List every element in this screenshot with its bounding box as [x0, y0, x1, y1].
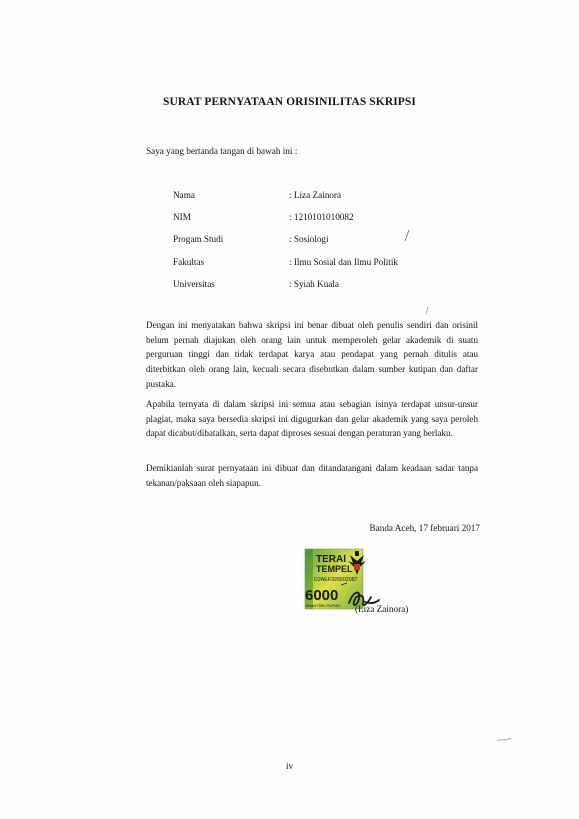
- identity-label: Nama: [173, 190, 195, 200]
- identity-row-faculty: [173, 257, 433, 279]
- scan-mark-icon: [495, 735, 513, 745]
- stamp-amount-text: ENAM RIBU RUPIAH: [306, 604, 341, 608]
- page-number: iv: [285, 761, 293, 771]
- revenue-stamp-icon: [301, 545, 381, 613]
- identity-row-name: [173, 190, 433, 212]
- identity-label: Fakultas: [173, 256, 205, 267]
- intro-text: Saya yang bertanda tangan di bawah ini :: [146, 146, 298, 156]
- stamp-line2: TEMPEL: [316, 564, 353, 574]
- identity-value: : Ilmu Sosial dan Ilmu Politik: [289, 256, 398, 267]
- document-title: SURAT PERNYATAAN ORISINILITAS SKRIPSI: [162, 96, 417, 108]
- signer-name: (Liza Zainora): [355, 604, 409, 614]
- identity-row-university: [173, 279, 433, 301]
- identity-label: NIM: [173, 212, 191, 223]
- identity-value: : Liza Zainora: [289, 190, 342, 200]
- plagiarism-paragraph: Apabila ternyata di dalam skripsi ini semua atau sebagian isinya terdapat unsur-unsur plagiat, maka saya bersedia skripsi ini digugurkan dan gelar akademik yang saya peroleh dapat dicabut/dibatalkan, serta dapat diproses sesuai dengan peraturan yang berlaku.: [146, 399, 478, 439]
- statement-paragraph: Dengan ini menyatakan bahwa skripsi ini benar dibuat oleh penulis sendiri dan orisinil belum pernah diajukan oleh orang lain untuk memperoleh gelar akademik di suatu perguruan tinggi dan tidak terdapat karya atau pendapat yang pernah ditulis atau diterbitkan oleh orang lain, kecuali secara disebutkan dalam sumber kutipan dan daftar pustaka.: [146, 320, 478, 389]
- identity-row-program: [173, 234, 433, 256]
- identity-value: : 1210101010082: [289, 212, 354, 223]
- place-date: Banda Aceh, 17 februari 2017: [369, 523, 480, 533]
- identity-table: [173, 190, 433, 301]
- closing-paragraph: Demikianlah surat pernyataan ini dibuat dan ditandatangani dalam keadaan sadar tanpa tekanan/paksaan oleh siapapun.: [146, 463, 478, 488]
- stamp-line1: TERAI: [316, 554, 346, 565]
- scan-mark-icon: [420, 305, 432, 317]
- identity-value: : Sosiologi: [289, 234, 329, 245]
- identity-value: : Syiah Kuala: [289, 278, 340, 289]
- stamp-amount: 6000: [305, 587, 339, 604]
- identity-row-nim: [173, 212, 433, 234]
- identity-label: Progam Studi: [173, 234, 224, 245]
- stamp-serial: D2AEF326602087: [314, 577, 358, 583]
- identity-label: Universitas: [173, 278, 215, 289]
- scan-mark-icon: [395, 228, 415, 244]
